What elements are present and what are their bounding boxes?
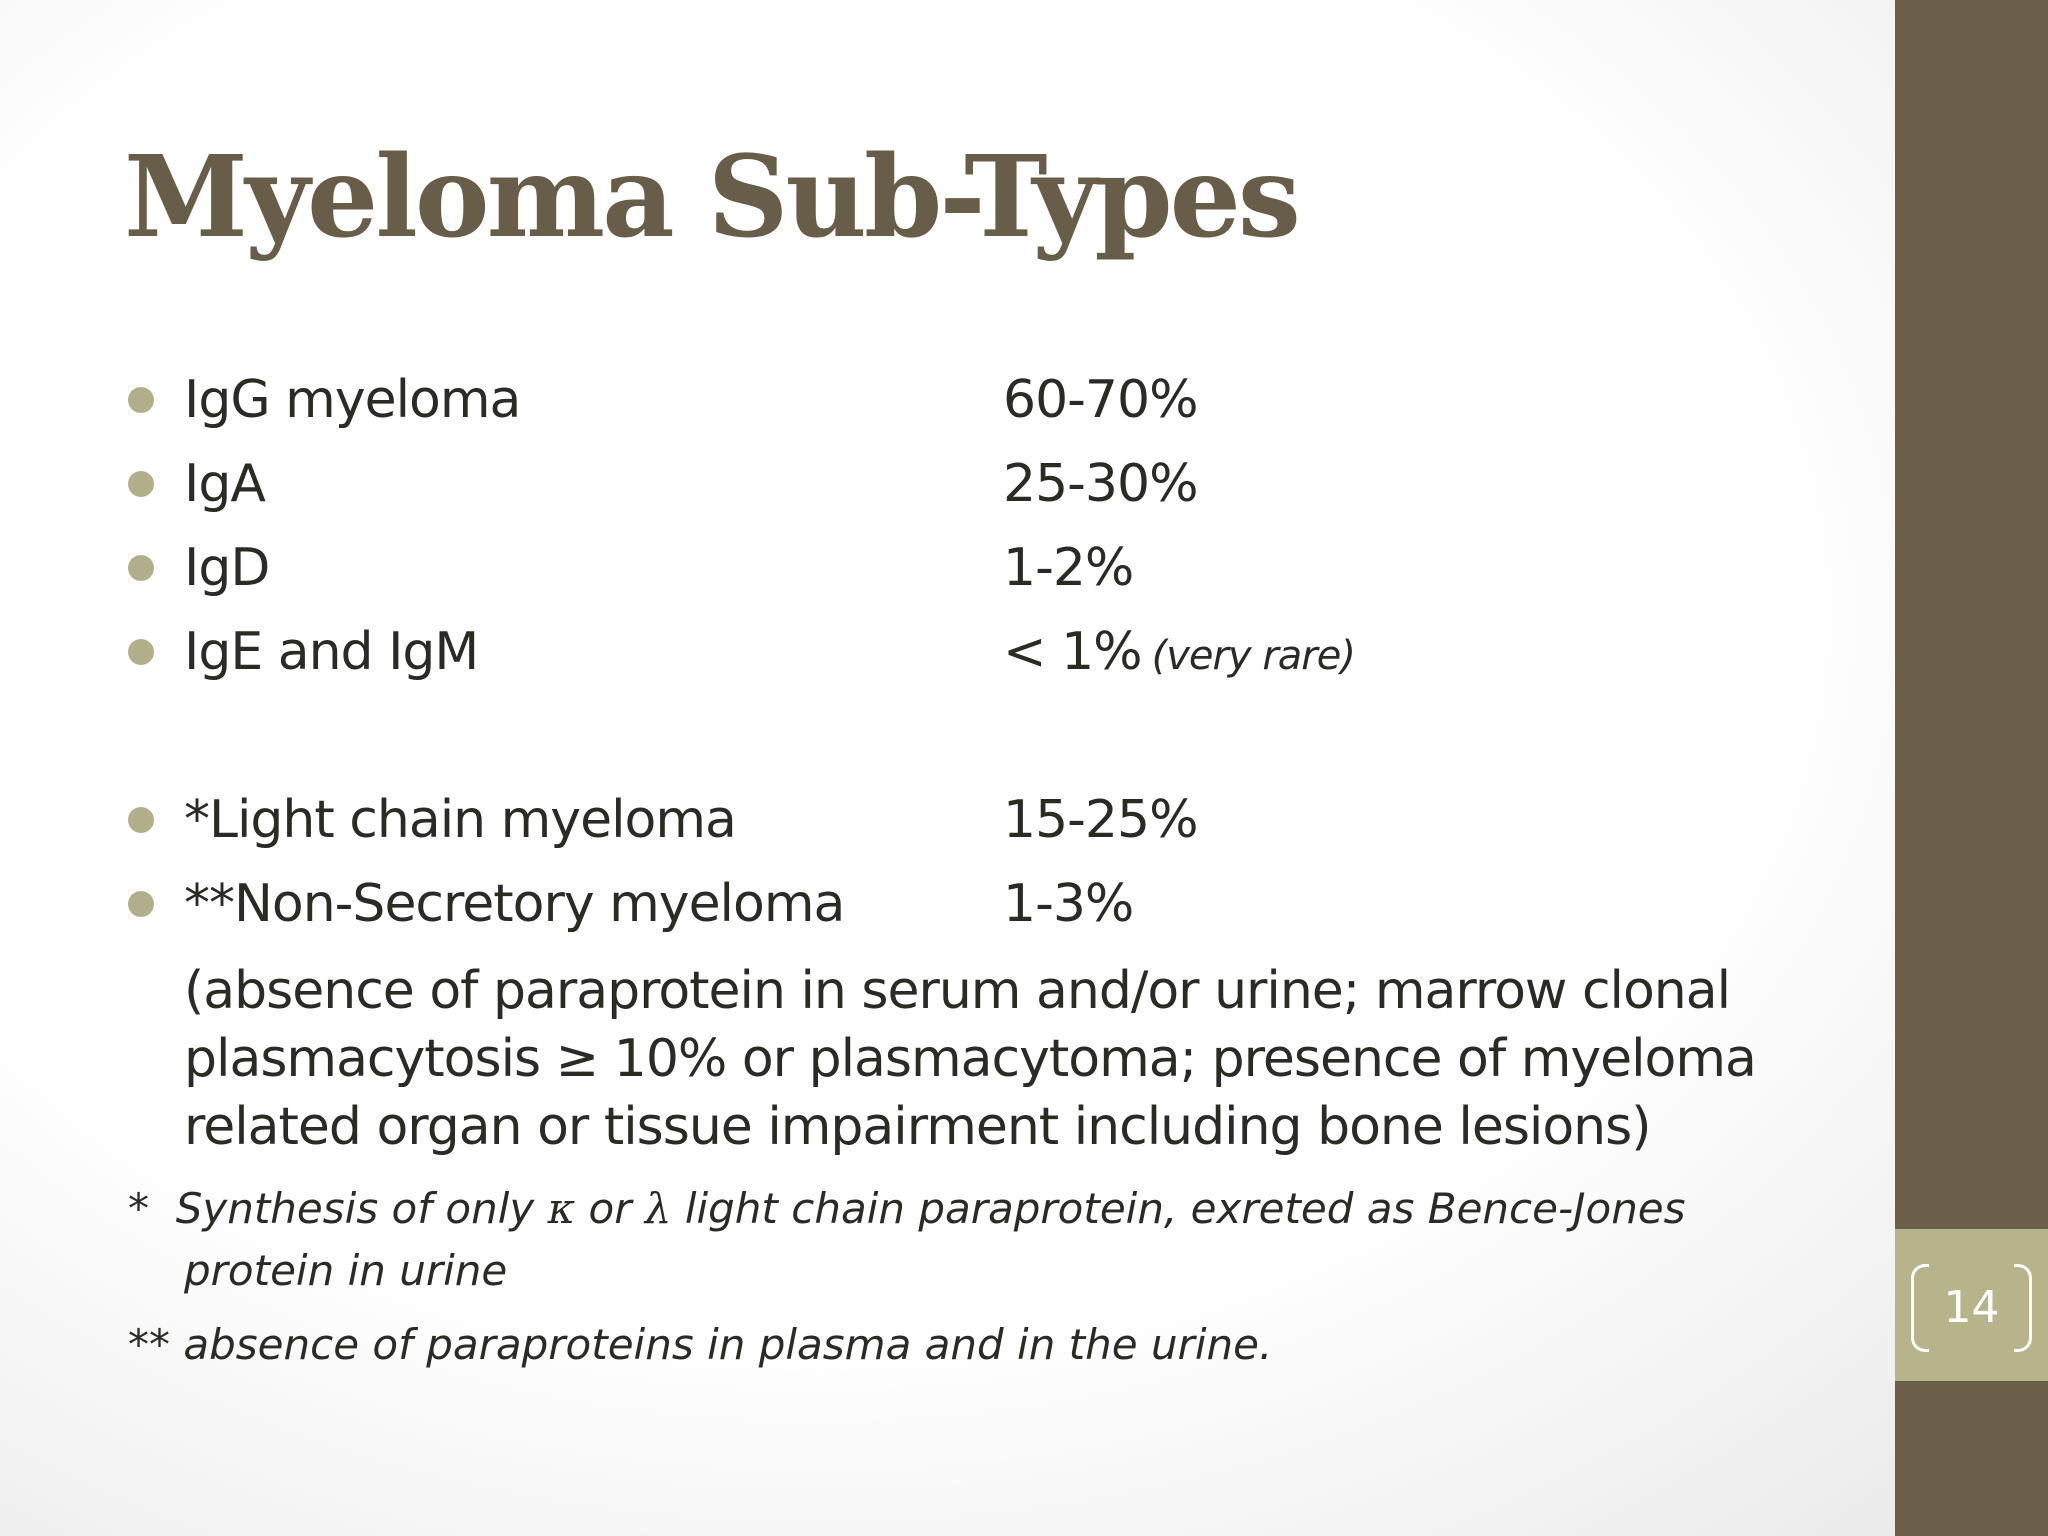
bullet-dot-icon bbox=[128, 555, 154, 581]
bullet-label: **Non-Secretory myeloma bbox=[184, 874, 845, 934]
bullet-value bbox=[1003, 368, 1198, 432]
bullet-value-text: 1-2% bbox=[1003, 538, 1134, 598]
footnote-text: light chain paraprotein, exreted as Bence-Jones bbox=[684, 1184, 1686, 1233]
bullet-value bbox=[1003, 788, 1198, 852]
bullet-row-light-chain bbox=[128, 788, 1828, 858]
bullet-label: IgD bbox=[184, 538, 270, 598]
bullet-label: IgE and IgM bbox=[184, 622, 479, 682]
footnote-non-secretory bbox=[128, 1316, 1272, 1374]
page-number: 14 bbox=[1943, 1282, 2000, 1333]
bullet-dot-icon bbox=[128, 891, 154, 917]
bullet-dot-icon bbox=[128, 807, 154, 833]
bullet-row-iga bbox=[128, 452, 1828, 522]
footnote-text: Synthesis of only bbox=[175, 1184, 535, 1233]
right-bracket-icon bbox=[2014, 1264, 2032, 1352]
footnote-light-chain-continued: protein in urine bbox=[184, 1246, 508, 1295]
bullet-value-text: 60-70% bbox=[1003, 370, 1198, 430]
bullet-row-non-secretory bbox=[128, 872, 1828, 942]
footnote-text: or bbox=[588, 1184, 632, 1233]
non-secretory-explanation: (absence of paraprotein in serum and/or urine; marrow clonal plasmacytosis ≥ 10% or plasmacytoma; presence of myeloma related organ or tissue impairment including bone lesions) bbox=[184, 961, 1756, 1157]
bullet-value bbox=[1003, 872, 1133, 936]
bullet-dot-icon bbox=[128, 639, 154, 665]
bullet-value-note: (very rare) bbox=[1151, 633, 1355, 679]
bullet-value bbox=[1003, 536, 1133, 600]
footnote-text: absence of paraproteins in plasma and in the urine. bbox=[183, 1320, 1273, 1369]
bullet-label: *Light chain myeloma bbox=[184, 790, 736, 850]
bullet-value bbox=[1003, 452, 1198, 516]
slide-title: Myeloma Sub-Types bbox=[124, 132, 1298, 263]
footnote-light-chain bbox=[128, 1180, 1728, 1238]
bullet-row-igg bbox=[128, 368, 1828, 438]
bullet-value-text: 15-25% bbox=[1003, 790, 1198, 850]
bullet-row-ige-igm bbox=[128, 620, 1828, 690]
left-bracket-icon bbox=[1911, 1264, 1929, 1352]
footnote-marker: ** bbox=[128, 1320, 170, 1369]
bullet-value bbox=[1003, 620, 1355, 688]
kappa-symbol: κ bbox=[547, 1184, 576, 1233]
footnote-marker: * bbox=[128, 1184, 149, 1233]
bullet-dot-icon bbox=[128, 387, 154, 413]
bullet-value-text: 1-3% bbox=[1003, 874, 1134, 934]
bullet-value-text: 25-30% bbox=[1003, 454, 1198, 514]
bullet-label: IgG myeloma bbox=[184, 370, 521, 430]
lambda-symbol: λ bbox=[644, 1184, 672, 1233]
bullet-dot-icon bbox=[128, 471, 154, 497]
bullet-value-text: < 1% bbox=[1003, 622, 1142, 682]
bullet-row-igd bbox=[128, 536, 1828, 606]
bullet-label: IgA bbox=[184, 454, 265, 514]
